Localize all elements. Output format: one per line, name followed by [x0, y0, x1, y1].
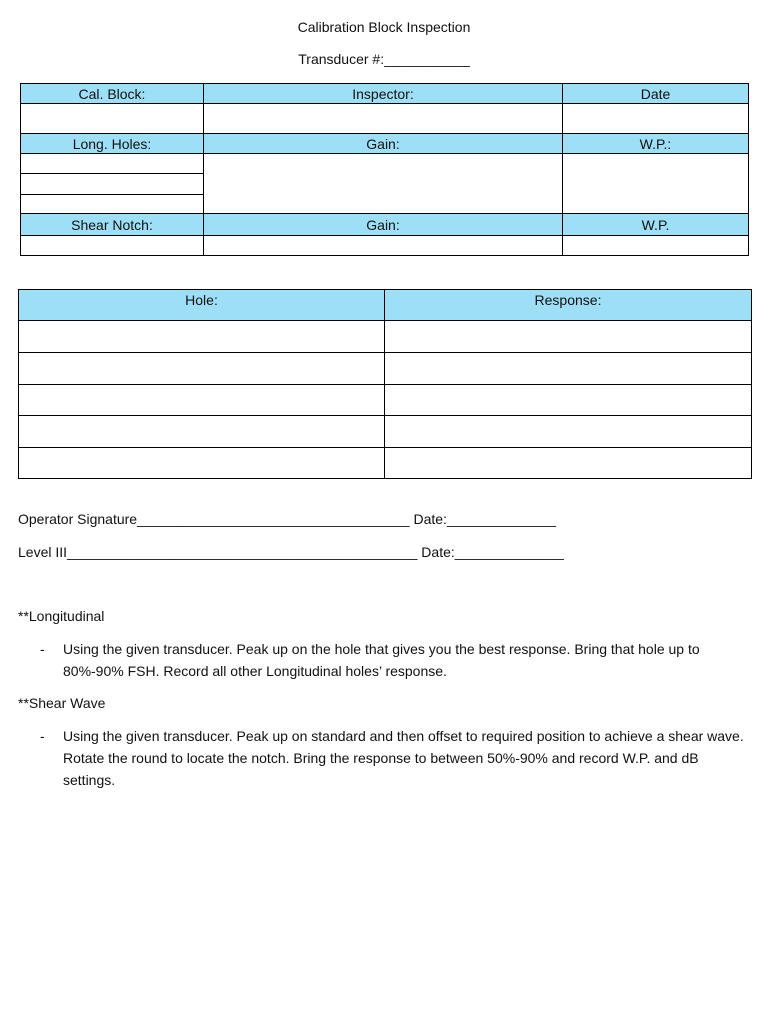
shear-wp-header: W.P. — [563, 214, 749, 236]
shear-gain-cell[interactable] — [204, 236, 563, 256]
hole-cell[interactable] — [19, 385, 385, 416]
longitudinal-instruction-text: Using the given transducer. Peak up on the hole that gives you the best response. Bring that hole up to 80%-90% FSH. Record all other Longitudinal holes’ response. — [63, 641, 700, 679]
shear-gain-header: Gain: — [204, 214, 563, 236]
long-gain-cell[interactable] — [204, 154, 563, 214]
date-cell[interactable] — [563, 104, 749, 134]
shear-wp-cell[interactable] — [563, 236, 749, 256]
long-gain-header: Gain: — [204, 134, 563, 154]
long-hole-cell-1[interactable] — [21, 154, 204, 174]
shear-wave-instruction-text: Using the given transducer. Peak up on standard and then offset to required position to achieve a shear wave. Rotate the round to locate the notch. Bring the response to between 50%-90% and record W.P. and dB settings. — [63, 728, 744, 788]
long-wp-cell[interactable] — [563, 154, 749, 214]
long-hole-cell-2[interactable] — [21, 174, 204, 195]
table-row — [19, 416, 752, 448]
response-cell[interactable] — [385, 353, 752, 385]
inspector-header: Inspector: — [204, 84, 563, 104]
long-hole-cell-3[interactable] — [21, 195, 204, 214]
response-cell[interactable] — [385, 448, 752, 479]
bullet-dash: - — [40, 641, 45, 657]
shear-wave-heading: **Shear Wave — [18, 695, 106, 711]
calibration-info-table — [20, 83, 749, 256]
longitudinal-instruction — [18, 638, 753, 682]
table-row — [19, 321, 752, 353]
cal-block-cell[interactable] — [21, 104, 204, 134]
transducer-field[interactable]: Transducer #:___________ — [298, 51, 470, 67]
page-title: Calibration Block Inspection — [297, 19, 471, 35]
table-row — [19, 353, 752, 385]
cal-block-header: Cal. Block: — [21, 84, 204, 104]
response-cell[interactable] — [385, 321, 752, 353]
hole-cell[interactable] — [19, 321, 385, 353]
level-iii-signature-line[interactable]: Level III_____________________________________________ Date:______________ — [18, 544, 564, 560]
response-header: Response: — [385, 290, 752, 321]
long-wp-header: W.P.: — [563, 134, 749, 154]
response-cell[interactable] — [385, 416, 752, 448]
shear-notch-header: Shear Notch: — [21, 214, 204, 236]
shear-notch-cell[interactable] — [21, 236, 204, 256]
hole-response-table — [18, 289, 752, 479]
hole-cell[interactable] — [19, 416, 385, 448]
long-holes-header: Long. Holes: — [21, 134, 204, 154]
longitudinal-heading: **Longitudinal — [18, 608, 105, 624]
response-cell[interactable] — [385, 385, 752, 416]
hole-cell[interactable] — [19, 448, 385, 479]
table-row — [19, 448, 752, 479]
bullet-dash: - — [40, 728, 45, 744]
table-row — [19, 385, 752, 416]
inspector-cell[interactable] — [204, 104, 563, 134]
date-header: Date — [563, 84, 749, 104]
hole-header: Hole: — [19, 290, 385, 321]
shear-wave-instruction — [18, 725, 753, 791]
hole-cell[interactable] — [19, 353, 385, 385]
operator-signature-line[interactable]: Operator Signature___________________________________ Date:______________ — [18, 511, 556, 527]
